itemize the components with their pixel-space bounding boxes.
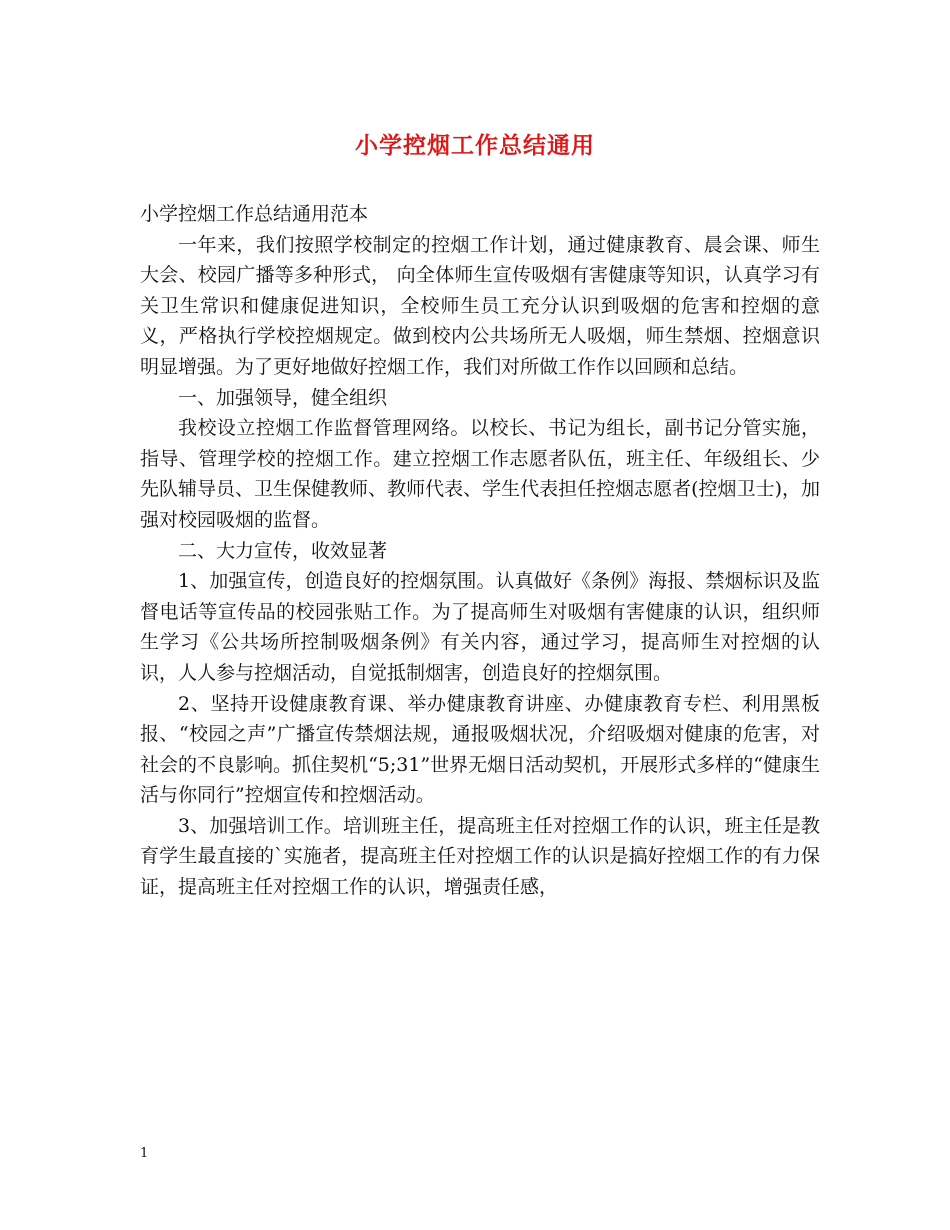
section-heading-1: 一、加强领导，健全组织 (178, 386, 388, 409)
section-heading-2: 二、大力宣传，收效显著 (178, 539, 388, 562)
document-title: 小学控烟工作总结通用 (355, 132, 595, 159)
paragraph-organization: 我校设立控烟工作监督管理网络。以校长、书记为组长，副书记分管实施，指导、管理学校的控烟工作。建立控烟工作志愿者队伍，班主任、年级组长、少先队辅导员、卫生保健教师、教师代表、学生代表担任控烟志愿者(控烟卫士)，加强对校园吸烟的监督。 (140, 417, 820, 531)
paragraph-publicity-2: 2、坚持开设健康教育课、举办健康教育讲座、办健康教育专栏、利用黑板报、“校园之声”广播宣传禁烟法规，通报吸烟状况，介绍吸烟对健康的危害，对社会的不良影响。抓住契机“5;31”世界无烟日活动契机，开展形式多样的“健康生活与你同行”控烟宣传和控烟活动。 (140, 692, 820, 807)
paragraph-training: 3、加强培训工作。培训班主任，提高班主任对控烟工作的认识，班主任是教育学生最直接的`实施者，提高班主任对控烟工作的认识是搞好控烟工作的有力保证，提高班主任对控烟工作的认识，增强责任感， (140, 814, 820, 899)
document-body (140, 199, 820, 903)
paragraph-intro: 一年来，我们按照学校制定的控烟工作计划，通过健康教育、晨会课、师生大会、校园广播等多种形式， 向全体师生宣传吸烟有害健康等知识，认真学习有关卫生常识和健康促进知识，全校师生员工充分认识到吸烟的危害和控烟的意义，严格执行学校控烟规定。做到校内公共场所无人吸烟，师生禁烟、控烟意识明显增强。为了更好地做好控烟工作，我们对所做工作作以回顾和总结。 (140, 233, 820, 378)
document-subtitle: 小学控烟工作总结通用范本 (140, 203, 369, 225)
page-number: 1 (140, 1146, 149, 1161)
paragraph-publicity-1: 1、加强宣传，创造良好的控烟氛围。认真做好《条例》海报、禁烟标识及监督电话等宣传品的校园张贴工作。为了提高师生对吸烟有害健康的认识，组织师生学习《公共场所控制吸烟条例》有关内容，通过学习，提高师生对控烟的认识，人人参与控烟活动，自觉抵制烟害，创造良好的控烟氛围。 (140, 570, 820, 684)
